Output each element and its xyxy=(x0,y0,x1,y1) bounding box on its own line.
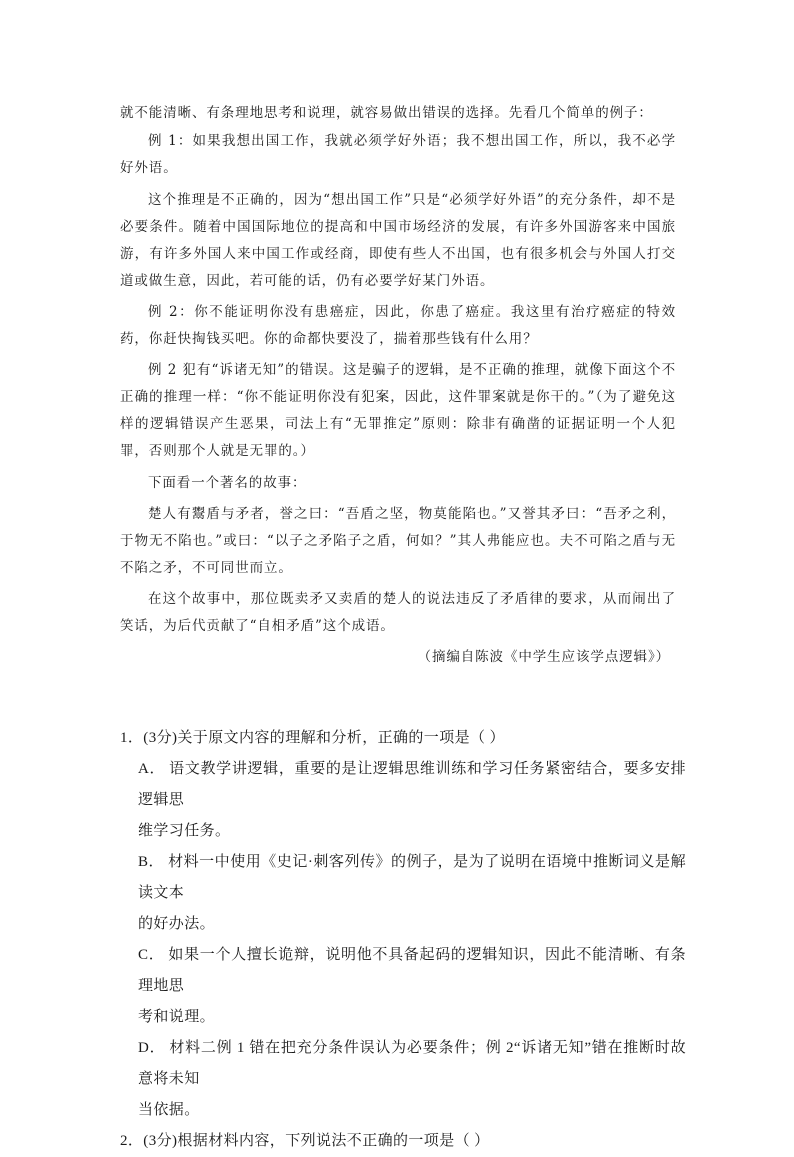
option-label: C． xyxy=(138,947,165,963)
option-label: D． xyxy=(138,1040,166,1056)
passage-paragraph-example-2: 例 2：你不能证明你没有患癌症，因此，你患了癌症。我这里有治疗癌症的特效药，你赶快掏钱买吧。你的命都快要没了，揣着那些钱有什么用？ xyxy=(120,304,676,347)
passage-paragraph-continued: 就不能清晰、有条理地思考和说理，就容易做出错误的选择。先看几个简单的例子： xyxy=(120,105,653,121)
option-d[interactable] xyxy=(120,1033,686,1126)
option-text: 材料一中使用《史记·刺客列传》的例子，是为了说明在语境中推断词义是解读文本 xyxy=(138,854,686,901)
option-a[interactable] xyxy=(120,754,686,847)
passage-paragraph-analysis-2: 例 2 犯有“诉诸无知”的错误。这是骗子的逻辑，是不正确的推理，就像下面这个不正确的推理一样：“你不能证明你没有犯案，因此，这件罪案就是你干的。”（为了避免这样的逻辑错误产生恶果，司法上有“无罪推定”原则：除非有确凿的证据证明一个人犯罪，否则那个人就是无罪的。） xyxy=(120,362,676,459)
question-stem: 2．(3分)根据材料内容，下列说法不正确的一项是（ ） xyxy=(120,1133,490,1149)
question-2 xyxy=(120,1126,686,1157)
option-text-cont: 维学习任务。 xyxy=(138,823,231,839)
question-list xyxy=(120,723,686,1157)
passage-paragraph-conclusion: 在这个故事中，那位既卖矛又卖盾的楚人的说法违反了矛盾律的要求，从而闹出了笑话，为后代贡献了“自相矛盾”这个成语。 xyxy=(120,591,676,634)
option-text: 如果一个人擅长诡辩，说明他不具备起码的逻辑知识，因此不能清晰、有条理地思 xyxy=(138,947,686,994)
option-text: 语文教学讲逻辑，重要的是让逻辑思维训练和学习任务紧密结合，要多安排逻辑思 xyxy=(138,761,686,808)
option-label: B． xyxy=(138,854,165,870)
option-b[interactable] xyxy=(120,847,686,940)
passage-paragraph-story: 楚人有鬻盾与矛者，誉之曰：“吾盾之坚，物莫能陷也。”又誉其矛曰：“吾矛之利，于物无不陷也。”或曰：“以子之矛陷子之盾，何如？”其人弗能应也。夫不可陷之盾与无不陷之矛，不可同世而立。 xyxy=(120,506,676,576)
option-c[interactable] xyxy=(120,940,686,1033)
reading-passage xyxy=(120,100,676,671)
option-label: A． xyxy=(138,761,166,777)
option-text-cont: 的好办法。 xyxy=(138,916,216,932)
question-1 xyxy=(120,723,686,1126)
passage-source: （摘编自陈波《中学生应该学点逻辑》） xyxy=(417,649,670,665)
option-text-cont: 当依据。 xyxy=(138,1102,200,1118)
passage-paragraph-example-1: 例 1：如果我想出国工作，我就必须学好外语；我不想出国工作，所以，我不必学好外语。 xyxy=(120,133,676,176)
passage-paragraph-analysis-1: 这个推理是不正确的，因为“想出国工作”只是“必须学好外语”的充分条件，却不是必要条件。随着中国国际地位的提高和中国市场经济的发展，有许多外国游客来中国旅游，有许多外国人来中国工作或经商，即使有些人不出国，也有很多机会与外国人打交道或做生意，因此，若可能的话，仍有必要学好某门外语。 xyxy=(120,192,676,289)
option-text-cont: 考和说理。 xyxy=(138,1009,216,1025)
option-text: 材料二例 1 错在把充分条件误认为必要条件；例 2“诉诸无知”错在推断时故意将未知 xyxy=(138,1040,686,1087)
question-stem: 1．(3分)关于原文内容的理解和分析，正确的一项是（ ） xyxy=(120,730,505,746)
passage-paragraph-story-intro: 下面看一个著名的故事： xyxy=(148,475,307,491)
